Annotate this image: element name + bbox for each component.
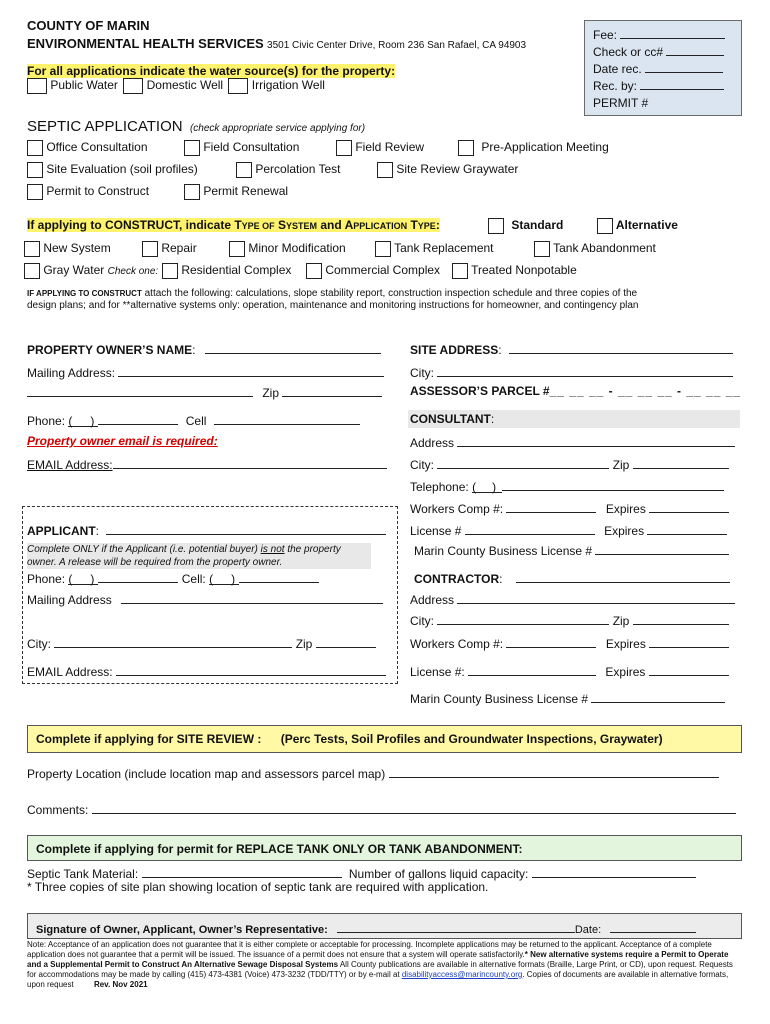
- fee-box: [584, 20, 742, 116]
- check-field[interactable]: [666, 44, 724, 56]
- office-consultation-label: Office Consultation: [46, 140, 148, 155]
- tank-replacement-option: [375, 241, 494, 257]
- contractor-colon: :: [499, 572, 503, 586]
- treated-nonpotable-label: Treated Nonpotable: [471, 263, 577, 278]
- repair-option: [142, 241, 197, 257]
- treated-option: [452, 263, 577, 279]
- applicant-mailing-field[interactable]: [121, 591, 383, 604]
- applicant-email-field[interactable]: [116, 663, 386, 676]
- septic-subtitle: (check appropriate service applying for): [189, 123, 366, 134]
- owner-name-field[interactable]: [205, 341, 381, 354]
- irrigation-well-label: Irrigation Well: [251, 78, 325, 93]
- new-system-label: New System: [43, 241, 111, 256]
- consultant-business-label: Marin County Business License #: [414, 544, 593, 558]
- construct-prompt-c: S: [274, 218, 287, 232]
- applicant-cell-label: Cell:: [181, 572, 206, 586]
- minor-modification-checkbox[interactable]: [229, 241, 245, 257]
- field-review-option: [336, 140, 424, 156]
- consultant-license-expires-field[interactable]: [647, 522, 727, 535]
- construct-prompt-e: and A: [317, 218, 354, 232]
- owner-mailing-field[interactable]: [118, 364, 384, 377]
- site-review-graywater-checkbox[interactable]: [377, 162, 393, 178]
- construct-prompt-d: YSTEM: [286, 221, 318, 231]
- site-city-field[interactable]: [437, 364, 733, 377]
- construct-prompt-text: [27, 218, 440, 232]
- contractor-workers-label: Workers Comp #:: [410, 637, 504, 651]
- applicant-row: [27, 522, 386, 538]
- footer-note: [27, 940, 743, 990]
- fee-label: Fee:: [593, 28, 618, 42]
- site-address-label: SITE ADDRESS: [410, 343, 499, 357]
- applicant-phone-label: Phone:: [27, 572, 66, 586]
- consultant-address-field[interactable]: [457, 434, 735, 447]
- site-city-label: City:: [410, 366, 434, 380]
- permit-label: PERMIT #: [593, 96, 649, 110]
- owner-zip-field[interactable]: [282, 384, 382, 397]
- applicant-note-b: is not: [260, 544, 285, 555]
- applicant-paren-close: ): [90, 572, 95, 586]
- permit-renewal-checkbox[interactable]: [184, 184, 200, 200]
- contractor-license-expires-field[interactable]: [649, 663, 729, 676]
- new-system-checkbox[interactable]: [24, 241, 40, 257]
- date-rec-label: Date rec.: [593, 62, 642, 76]
- owner-email-required: Property owner email is required:: [27, 434, 218, 448]
- comments-row: [27, 801, 736, 817]
- office-consultation-checkbox[interactable]: [27, 140, 43, 156]
- applicant-zip-label: Zip: [295, 637, 313, 651]
- renewal-option: [184, 184, 288, 200]
- site-review-banner-a: Complete if applying for SITE REVIEW :: [36, 732, 262, 746]
- construct-note-text1: attach the following: calculations, slope stability report, construction inspection schedule and three copies of the: [141, 288, 638, 299]
- site-eval-option: [27, 162, 198, 178]
- site-address-field[interactable]: [509, 341, 733, 354]
- applicant-city-row: [27, 635, 376, 651]
- residential-option: [162, 263, 291, 279]
- construct-prompt-b: YPE OF: [241, 221, 275, 231]
- standard-label: Standard: [511, 218, 564, 233]
- minor-modification-label: Minor Modification: [248, 241, 346, 256]
- percolation-test-checkbox[interactable]: [236, 162, 252, 178]
- consultant-address-label: Address: [410, 436, 455, 450]
- graywater-option: [377, 162, 518, 178]
- consultant-phone-row: [410, 478, 724, 494]
- construct-note-line2: design plans; and for **alternative systems only: operation, maintenance and monitoring instructions for homeowner, and contingency plan: [27, 300, 639, 311]
- contractor-zip-field[interactable]: [633, 612, 729, 625]
- contractor-license-expires-label: Expires: [605, 665, 646, 679]
- applicant-label: APPLICANT: [27, 524, 96, 538]
- construct-prompt-h: YPE: [417, 221, 436, 231]
- applicant-mailing-label: Mailing Address: [27, 593, 112, 607]
- gray-water-checkbox[interactable]: [24, 263, 40, 279]
- applicant-paren-open: (: [68, 572, 73, 586]
- date-rec-field[interactable]: [645, 61, 723, 73]
- signature-field[interactable]: [337, 920, 575, 933]
- owner-cell-field[interactable]: [214, 412, 360, 425]
- tank-material-label: Septic Tank Material:: [27, 867, 139, 881]
- parcel-row: [410, 384, 741, 398]
- applicant-note: [27, 543, 371, 569]
- septic-heading: [27, 118, 365, 135]
- consultant-phone-label: Telephone:: [410, 480, 469, 494]
- applicant-cell-paren-open: (: [209, 572, 214, 586]
- contractor-address-row: [410, 591, 735, 607]
- alternative-checkbox[interactable]: [597, 218, 613, 234]
- consultant-license-row: [410, 522, 727, 538]
- footer-text-d: . Copies of documents are available in alternative formats, upon request: [27, 970, 729, 989]
- owner-zip-row: [27, 384, 382, 400]
- new-system-option: [24, 241, 111, 257]
- contractor-business-label: Marin County Business License #: [410, 692, 589, 706]
- contractor-row: [414, 570, 730, 586]
- owner-zip-label: Zip: [262, 386, 280, 400]
- standard-checkbox[interactable]: [488, 218, 504, 234]
- consultant-phone-field[interactable]: [502, 478, 724, 491]
- repair-checkbox[interactable]: [142, 241, 158, 257]
- construct-prompt-f: PPLICATION: [353, 221, 408, 231]
- consultant-zip-field[interactable]: [633, 456, 729, 469]
- dept-address: 3501 Civic Center Drive, Room 236 San Rafael, CA 94903: [267, 40, 527, 51]
- owner-mailing-row: [27, 364, 384, 380]
- footer-text-a: Note: Acceptance of an application does not guarantee that it is either complete or acceptable for processing. Incomplete applications may be returned to the applicant. Acceptance of a complete application does not guarantee that a permit will be issued. The issuance of a permit does not ensure that a system will operate satisfactorily.: [27, 940, 712, 959]
- consultant-label: CONSULTANT: [410, 412, 491, 426]
- contractor-workers-expires-field[interactable]: [649, 635, 729, 648]
- tank-abandonment-checkbox[interactable]: [534, 241, 550, 257]
- dept-title: ENVIRONMENTAL HEALTH SERVICES: [27, 36, 264, 51]
- dept-line: [27, 36, 526, 51]
- site-review-banner: [27, 725, 742, 753]
- owner-email-row: [27, 456, 387, 472]
- consultant-city-row: [410, 456, 729, 472]
- footer-email-link[interactable]: disabilityaccess@marincounty.org: [401, 970, 523, 979]
- owner-phone-label: Phone:: [27, 414, 66, 428]
- owner-phone-field[interactable]: [98, 412, 178, 425]
- residential-complex-label: Residential Complex: [181, 263, 292, 278]
- owner-phone-area[interactable]: [68, 414, 98, 427]
- field-review-label: Field Review: [355, 140, 425, 155]
- contractor-license-row: [410, 663, 729, 679]
- applicant-zip-field[interactable]: [316, 635, 376, 648]
- percolation-test-label: Percolation Test: [255, 162, 341, 177]
- contractor-business-row: [410, 690, 725, 706]
- comments-field[interactable]: [92, 801, 736, 814]
- applicant-cell-field[interactable]: [239, 570, 319, 583]
- consultant-city-field[interactable]: [437, 456, 609, 469]
- minor-mod-option: [229, 241, 346, 257]
- irrigation-well-checkbox[interactable]: [228, 78, 248, 94]
- owner-mailing-label: Mailing Address:: [27, 366, 116, 380]
- permit-construct-label: Permit to Construct: [46, 184, 150, 199]
- water-source-prompt: For all applications indicate the water source(s) for the property:: [27, 64, 396, 78]
- commercial-complex-label: Commercial Complex: [325, 263, 441, 278]
- standard-option: [488, 218, 563, 234]
- consultant-row: [410, 412, 494, 426]
- owner-name-colon: :: [192, 343, 196, 357]
- tank-abandonment-label: Tank Abandonment: [553, 241, 656, 256]
- consultant-city-label: City:: [410, 458, 434, 472]
- applicant-note-d: property owner. A release will be required from the property owner.: [27, 544, 341, 568]
- perc-test-option: [236, 162, 341, 178]
- field-consultation-checkbox[interactable]: [184, 140, 200, 156]
- tank-replacement-label: Tank Replacement: [394, 241, 494, 256]
- applicant-city-field[interactable]: [54, 635, 292, 648]
- contractor-name-field[interactable]: [516, 570, 730, 583]
- contractor-workers-expires-label: Expires: [605, 637, 646, 651]
- site-city-row: [410, 364, 733, 380]
- contractor-city-label: City:: [410, 614, 434, 628]
- gray-water-label: Gray Water: [43, 263, 105, 278]
- fee-field[interactable]: [620, 27, 725, 39]
- contractor-workers-field[interactable]: [506, 635, 596, 648]
- tank-banner: [27, 835, 742, 861]
- signature-box: [27, 913, 742, 939]
- tank-gallons-field[interactable]: [532, 865, 696, 878]
- signature-label: Signature of Owner, Applicant, Owner’s Representative:: [36, 924, 328, 936]
- consultant-business-row: [414, 542, 729, 558]
- site-review-banner-b: (Perc Tests, Soil Profiles and Groundwater Inspections, Graywater): [280, 732, 663, 746]
- consultant-license-label: License #: [410, 524, 462, 538]
- contractor-zip-label: Zip: [612, 614, 630, 628]
- applicant-phone-field[interactable]: [98, 570, 178, 583]
- comments-label: Comments:: [27, 803, 89, 817]
- alternative-label: Alternative: [615, 218, 678, 233]
- owner-email-field[interactable]: [113, 456, 387, 469]
- tank-material-field[interactable]: [142, 865, 342, 878]
- domestic-well-checkbox[interactable]: [123, 78, 143, 94]
- property-location-row: [27, 765, 719, 781]
- owner-email-label: EMAIL Address:: [27, 458, 113, 472]
- consultant-workers-expires-label: Expires: [605, 502, 646, 516]
- consultant-license-field[interactable]: [465, 522, 595, 535]
- consultant-phone-area[interactable]: [472, 480, 502, 493]
- consultant-address-row: [410, 434, 735, 450]
- permit-construct-checkbox[interactable]: [27, 184, 43, 200]
- applicant-phone-row: [27, 570, 319, 586]
- footer-text-b: * New alternative systems require a Permit to Operate and a Supplemental Permit to Construct An Alternative Sewage Disposal Systems: [27, 950, 729, 969]
- check-label: Check or cc#: [593, 45, 664, 59]
- septic-row1: [27, 140, 148, 156]
- residential-complex-checkbox[interactable]: [162, 263, 178, 279]
- treated-nonpotable-checkbox[interactable]: [452, 263, 468, 279]
- consultant-workers-label: Workers Comp #:: [410, 502, 504, 516]
- site-address-row: [410, 341, 733, 357]
- site-evaluation-checkbox[interactable]: [27, 162, 43, 178]
- public-water-checkbox[interactable]: [27, 78, 47, 94]
- contractor-city-row: [410, 612, 729, 628]
- owner-phone-paren-open: (: [68, 414, 73, 428]
- construct-note-lead: IF APPLYING TO CONSTRUCT: [27, 289, 142, 298]
- applicant-cell-area[interactable]: [209, 572, 239, 585]
- permit-renewal-label: Permit Renewal: [203, 184, 289, 199]
- commercial-option: [306, 263, 440, 279]
- contractor-license-field[interactable]: [468, 663, 596, 676]
- tank-abandonment-option: [534, 241, 656, 257]
- consultant-business-field[interactable]: [595, 542, 729, 555]
- parcel-field[interactable]: __ __ __ - __ __ __ - __ __ __: [549, 384, 742, 398]
- footer-text-c: All County publications are available in alternative formats (Braille, Large Print, or CD), upon request. Requests for accommodations may be made by calling (415) 473-4381 (Voice) 473-3232 (TDD/TTY) or by e-mail at: [27, 960, 733, 979]
- parcel-label: ASSESSOR’S PARCEL #: [410, 384, 550, 398]
- applicant-mailing-row: [27, 591, 383, 607]
- owner-name-row: [27, 341, 381, 357]
- contractor-license-label: License #:: [410, 665, 465, 679]
- consultant-workers-row: [410, 500, 729, 516]
- applicant-phone-area[interactable]: [68, 572, 98, 585]
- tank-replacement-checkbox[interactable]: [375, 241, 391, 257]
- site-review-graywater-label: Site Review Graywater: [396, 162, 519, 177]
- consultant-colon: :: [490, 412, 495, 426]
- construct-prompt-i: :: [435, 218, 440, 232]
- tank-material-row: [27, 865, 696, 881]
- rec-by-field[interactable]: [640, 78, 724, 90]
- consultant-zip-label: Zip: [612, 458, 630, 472]
- ptc-option: [27, 184, 149, 200]
- alternative-option: [597, 218, 678, 234]
- tank-gallons-label: Number of gallons liquid capacity:: [348, 867, 529, 881]
- contractor-address-label: Address: [410, 593, 455, 607]
- tank-banner-text: Complete if applying for permit for REPLACE TANK ONLY OR TANK ABANDONMENT:: [36, 842, 523, 856]
- site-evaluation-label: Site Evaluation (soil profiles): [46, 162, 198, 177]
- gray-water-option: [24, 263, 158, 279]
- applicant-note-c: the: [284, 544, 302, 555]
- contractor-workers-row: [410, 635, 729, 651]
- septic-title: SEPTIC APPLICATION: [27, 118, 183, 135]
- contractor-business-field[interactable]: [591, 690, 725, 703]
- applicant-email-row: [27, 663, 386, 679]
- pre-application-checkbox[interactable]: [458, 140, 474, 156]
- rec-by-label: Rec. by:: [593, 79, 638, 93]
- contractor-address-field[interactable]: [457, 591, 735, 604]
- domestic-well-label: Domestic Well: [146, 78, 224, 93]
- applicant-note-a: Complete ONLY if the Applicant (i.e. potential buyer): [27, 544, 261, 555]
- construct-prompt-g: T: [407, 218, 418, 232]
- site-address-colon: :: [498, 343, 502, 357]
- pre-application-label: Pre-Application Meeting: [481, 140, 609, 155]
- construct-note-line1: [27, 288, 637, 299]
- construct-prompt: [27, 218, 440, 232]
- pre-app-option: [458, 140, 609, 156]
- water-options: [27, 78, 325, 94]
- county-title: COUNTY OF MARIN: [27, 18, 150, 33]
- applicant-colon: :: [95, 524, 100, 538]
- contractor-city-field[interactable]: [437, 612, 609, 625]
- owner-cell-label: Cell: [185, 414, 207, 428]
- public-water-label: Public Water: [50, 78, 118, 93]
- consultant-license-expires-label: Expires: [604, 524, 645, 538]
- field-review-checkbox[interactable]: [336, 140, 352, 156]
- consultant-workers-expires-field[interactable]: [649, 500, 729, 513]
- property-location-label: Property Location (include location map and assessors parcel map): [27, 767, 386, 781]
- check-one-label: Check one:: [107, 266, 159, 278]
- field-consultation-label: Field Consultation: [203, 140, 300, 155]
- signature-date-label: Date:: [574, 924, 602, 936]
- contractor-label: CONTRACTOR: [414, 572, 500, 586]
- owner-phone-paren-close: ): [90, 414, 95, 428]
- applicant-city-label: City:: [27, 637, 51, 651]
- consultant-paren-open: (: [472, 480, 477, 494]
- consultant-paren-close: ): [492, 480, 497, 494]
- signature-date-field[interactable]: [610, 920, 696, 933]
- footer-revision: Rev. Nov 2021: [93, 980, 148, 989]
- owner-phone-row: [27, 412, 360, 428]
- construct-prompt-a: If applying to CONSTRUCT, indicate T: [27, 218, 242, 232]
- property-location-field[interactable]: [389, 765, 719, 778]
- applicant-email-label: EMAIL Address:: [27, 665, 113, 679]
- field-consultation-option: [184, 140, 299, 156]
- applicant-cell-paren-close: ): [231, 572, 236, 586]
- consultant-workers-field[interactable]: [506, 500, 596, 513]
- owner-name-label: PROPERTY OWNER’S NAME: [27, 343, 193, 357]
- commercial-complex-checkbox[interactable]: [306, 263, 322, 279]
- owner-mailing-field-2[interactable]: [27, 384, 253, 397]
- tank-copies-note: * Three copies of site plan showing location of septic tank are required with application.: [27, 880, 489, 894]
- applicant-name-field[interactable]: [106, 522, 386, 535]
- repair-label: Repair: [161, 241, 197, 256]
